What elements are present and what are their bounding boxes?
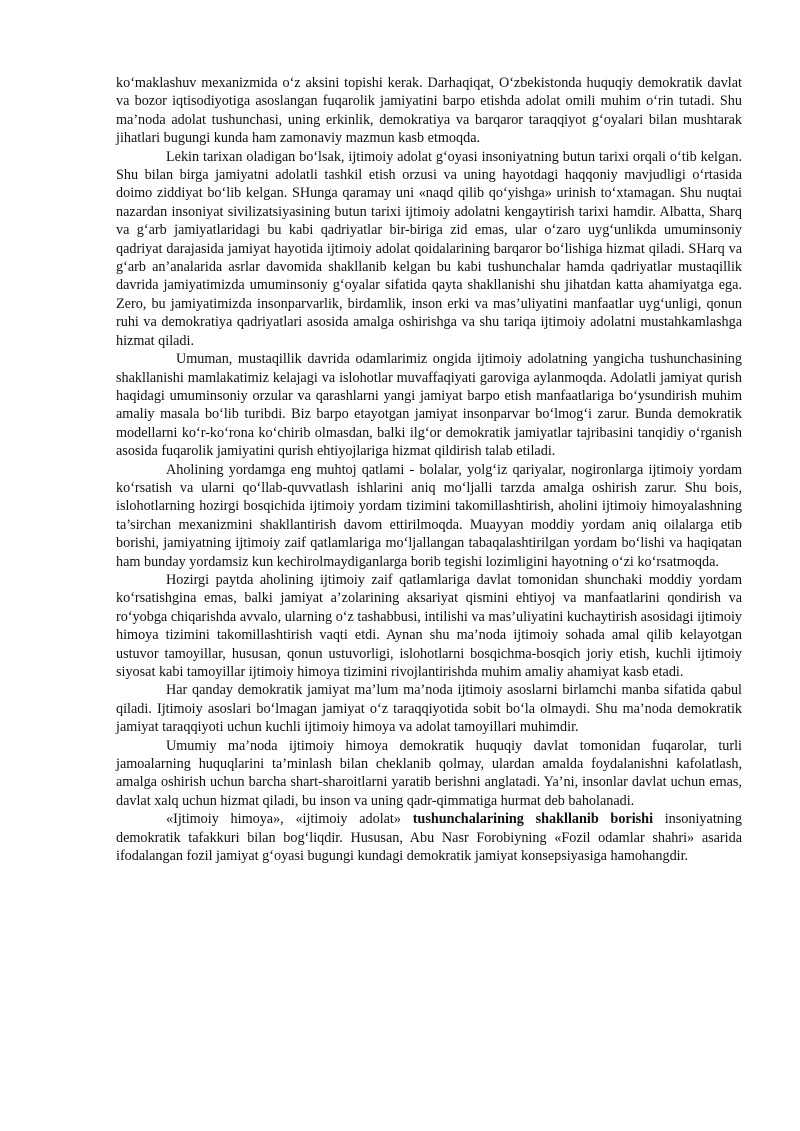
paragraph-7 (116, 810, 742, 865)
paragraph-6: Umumiy ma’noda ijtimoiy himoya demokratik huquqiy davlat tomonidan fuqarolar, turli jamoalarning huquqlarini ta’minlash bilan cheklanib qolmay, ulardan amalda foydalanishni kafolatlash, amalga oshirish uchun barcha shart-sharoitlarni yaratib berishni anglatadi. Ya’ni, insonlar davlat uchun emas, davlat xalq uchun hizmat qiladi, bu inson va uning qadr-qimmatiga hurmat deb baholanadi. (116, 737, 742, 809)
paragraph-7-bold: tushunchalarining shakllanib borishi (412, 811, 654, 828)
paragraph-7-rest: insoniyatning demokratik tafakkuri bilan bog‘liqdir. Hususan, Abu Nasr Forobiyning «Fozil odamlar shahri» asarida ifodalangan fozil jamiyat g‘oyasi bugungi kundagi demokratik jamiyat konsepsiyasiga hamohangdir. (116, 811, 742, 865)
document-page (116, 74, 742, 865)
paragraph-3: Aholining yordamga eng muhtoj qatlami - bolalar, yolg‘iz qariyalar, nogironlarga ijtimoiy yordam ko‘rsatish va ularni qo‘llab-quvvatlash ishlarini aniq mo‘ljalli tarzda amalga oshirish zarur. Shu bois, islohotlarning hozirgi bosqichida ijtimoiy yordam tizimini takomillashtirish, aholini ijtimoiy himoyalashning ta’sirchan mexanizmini shakllantirish davom ettirilmoqda. Muayyan moddiy yordam aniq oilalarga etib borishi, jamiyatning ijtimoiy zaif qatlamlariga mo‘ljallangan tabaqalashtirilgan yordam bo‘lishi va haqiqatan ham bunday yordamsiz kun kechirolmaydiganlarga borib tegishi lozimligini hayotning o‘zi ko‘rsatmoqda. (116, 461, 742, 570)
paragraph-5: Har qanday demokratik jamiyat ma’lum ma’noda ijtimoiy asoslarni birlamchi manba sifatida qabul qiladi. Ijtimoiy asoslari bo‘lmagan jamiyat o‘z taraqqiyotida sobit bo‘la olmaydi. Shu ma’noda demokratik jamiyat taraqqiyoti uchun kuchli ijtimoiy himoya va adolat tamoyillari muhimdir. (116, 682, 742, 736)
paragraph-2: Umuman, mustaqillik davrida odamlarimiz ongida ijtimoiy adolatning yangicha tushunchasining shakllanishi mamlakatimiz kelajagi va islohotlar muvaffaqiyati garoviga aylanmoqda. Adolatli jamiyat qurish haqidagi umuminsoniy orzular va qarashlarni yangi jamiyat barpo etish manfaatlariga bo‘ysundirish muhim amaliy masala bo‘lib turibdi. Biz barpo etayotgan jamiyat insonparvar bo‘lmog‘i zarur. Bunda demokratik modellarni ko‘r-ko‘rona ko‘chirib olmasdan, balki ilg‘or demokratik jamiyatlar tajribasini tanqidiy o‘rganish asosida fuqarolik jamiyatini qurish ehtiyojlariga hizmat qildirish talab etiladi. (116, 351, 742, 460)
paragraph-0: ko‘maklashuv mexanizmida o‘z aksini topishi kerak. Darhaqiqat, O‘zbekistonda huquqiy demokratik davlat va bozor iqtisodiyotiga asoslangan fuqarolik jamiyatini barpo etishda adolat omili muhim o‘rin tutadi. Shu ma’noda adolat tushunchasi, uning erkinlik, demokratiya va barqaror taraqqiyot g‘oyalari bilan mushtarak jihatlari bugungi kunda ham zamonaviy mazmun kasb etmoqda. (116, 75, 742, 147)
paragraph-1: Lekin tarixan oladigan bo‘lsak, ijtimoiy adolat g‘oyasi insoniyatning butun tarixi orqali o‘tib kelgan. Shu bilan birga jamiyatni adolatli tashkil etish orzusi va uning hayotdagi haqqoniy mavjudligi o‘rtasida doimo ziddiyat bo‘lib kelgan. SHunga qaramay uni «naqd qilib qo‘yishga» urinish to‘xtamagan. Shu nuqtai nazardan insoniyat sivilizatsiyasining butun tarixi ijtimoiy adolatni kengaytirish tarixi hamdir. Albatta, Sharq va g‘arb jamiyatlaridagi bu kabi qadriyatlar bir-biriga zid emas, ular o‘zaro uyg‘unlikda umuminsoniy qadriyat darajasida jamiyat hayotida ijtimoiy adolat qoidalarining barqaror bo‘lishiga hizmat qiladi. SHarq va g‘arb an’analarida asrlar davomida shakllanib kelgan bu kabi tushunchalar hamda qadriyatlar mustaqillik davrida jamiyatimizda umuminsoniy g‘oyalar sifatida qayta shakllanishi shu jihatdan katta ahamiyatga ega. Zero, bu jamiyatimizda insonparvarlik, birdamlik, inson erki va mas’uliyatini manfaatlar uyg‘unligi, qonun ruhi va demokratiya qadriyatlari asosida amalga oshirishga va shu tariqa ijtimoiy adolatni mustahkamlashga hizmat qiladi. (116, 148, 742, 349)
paragraph-7-lead: «Ijtimoiy himoya», «ijtimoiy adolat» (166, 811, 413, 828)
paragraph-4: Hozirgi paytda aholining ijtimoiy zaif qatlamlariga davlat tomonidan shunchaki moddiy yordam ko‘rsatishgina emas, balki jamiyat a’zolarining aksariyat qismini ehtiyoj va manfaatlarini qondirish va ro‘yobga chiqarishda avvalo, ularning o‘z tashabbusi, intilishi va mas’uliyatini kuchaytirish asosidagi ijtimoiy himoya tizimini takomillashtirish vaqti etdi. Aynan shu ma’noda ijtimoiy sohada amal qilib kelayotgan ustuvor tamoyillar, hususan, qonun ustuvorligi, islohotlarni bosqichma-bosqich joriy etish, kuchli ijtimoiy siyosat kabi tamoyillar ijtimoiy himoya tizimini rivojlantirishda muhim amaliy ahamiyat kasb etadi. (116, 571, 742, 680)
